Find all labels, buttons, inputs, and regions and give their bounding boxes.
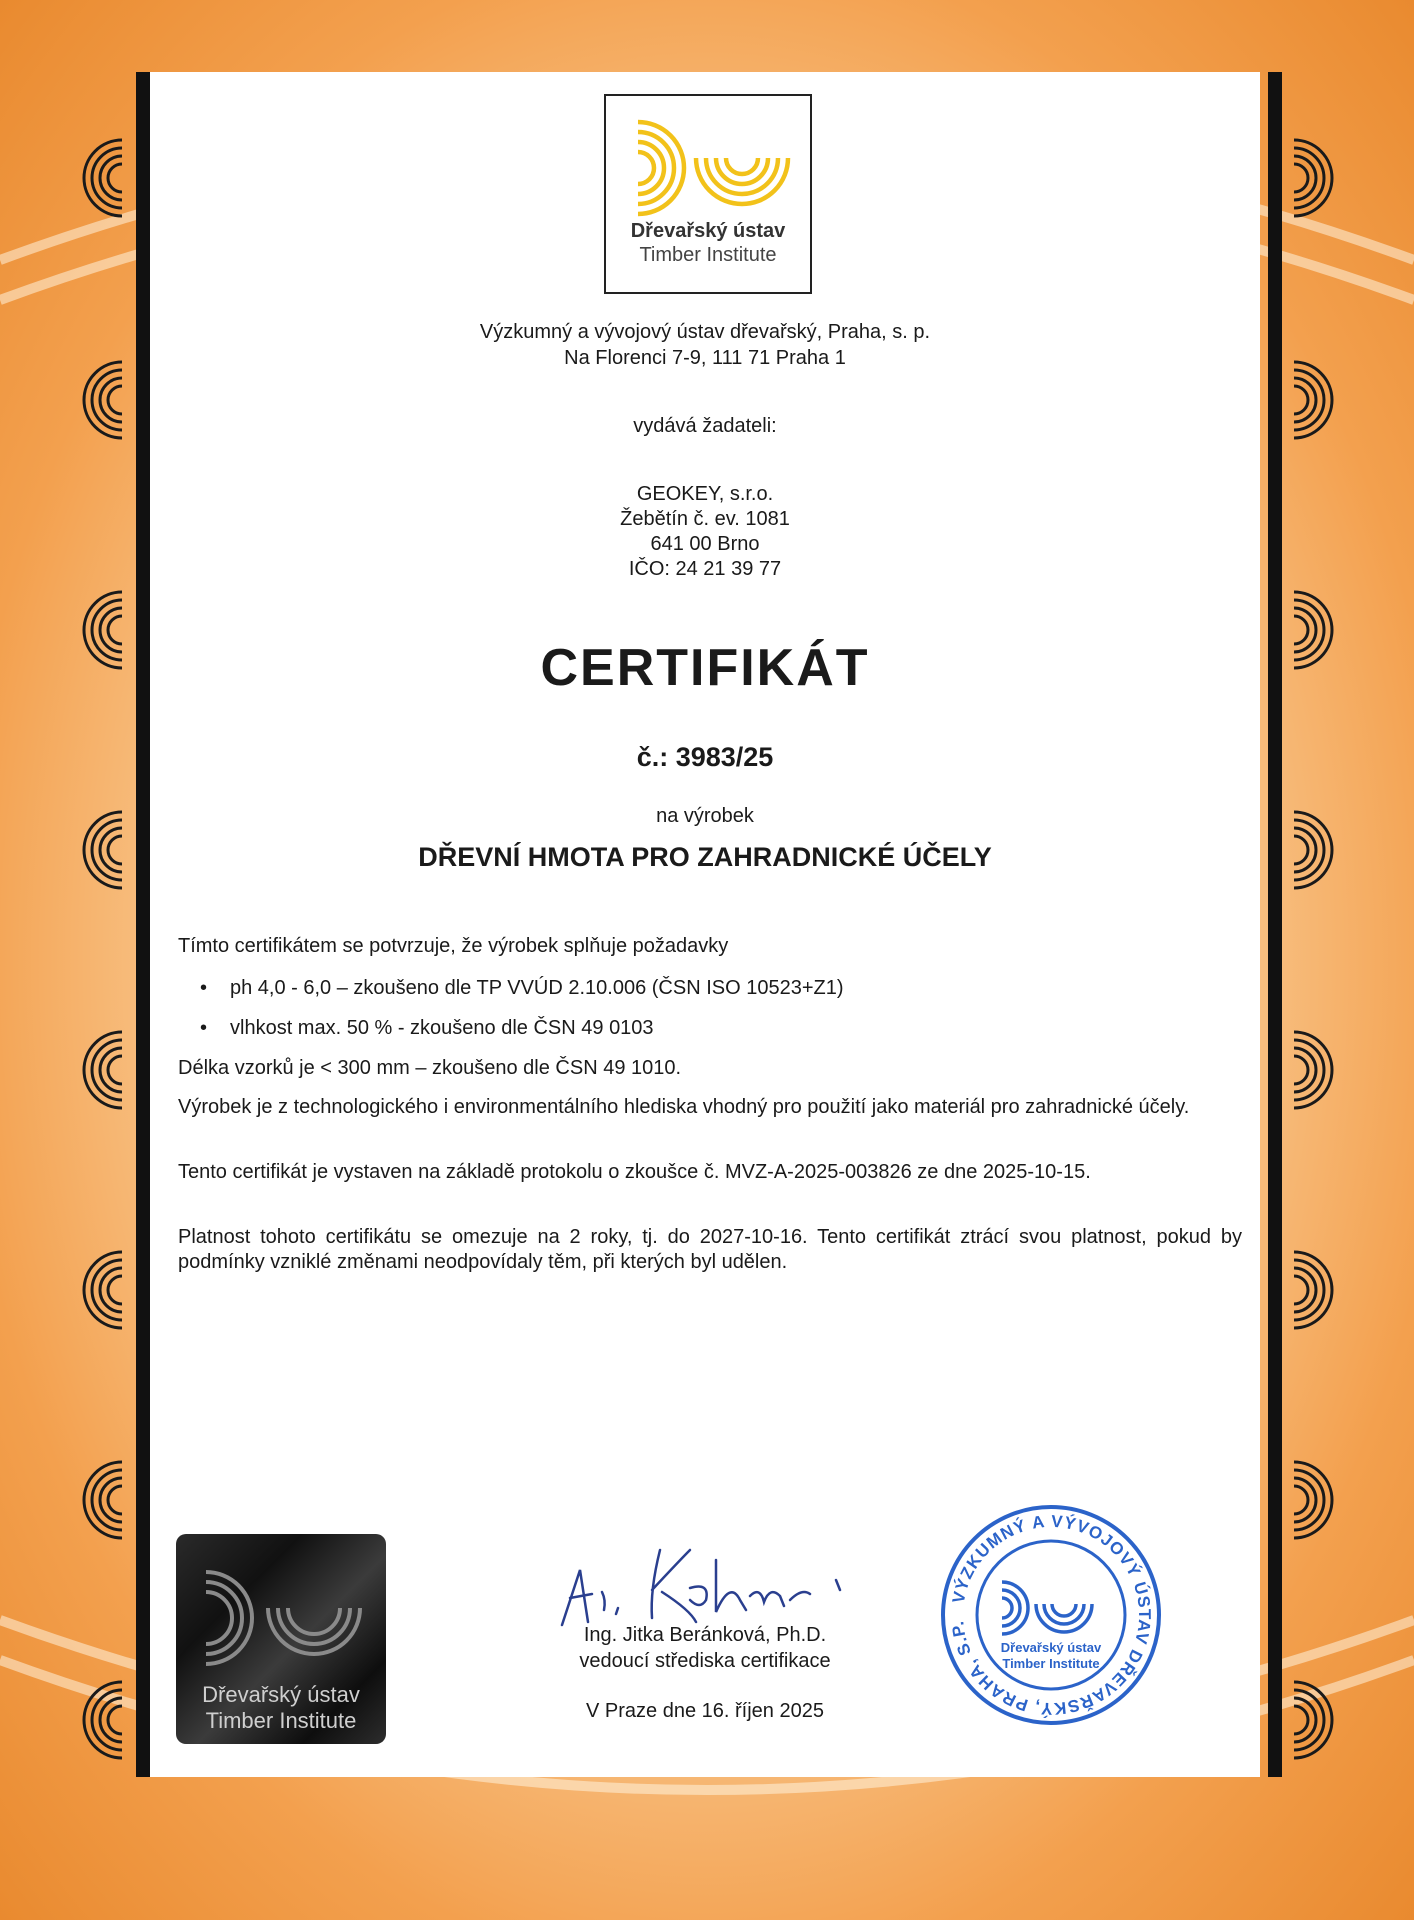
right-microtext-band: [1268, 72, 1282, 1777]
logo-name-cz: Dřevařský ústav: [630, 220, 786, 242]
certificate-number: č.: 3983/25: [636, 742, 774, 772]
issues-to-label: vydává žadateli:: [633, 415, 777, 437]
length-text: Délka vzorků je < 300 mm – zkoušeno dle ČSN 49 1010.: [178, 1057, 682, 1079]
certificate-title: CERTIFIKÁT: [540, 639, 870, 697]
logo-name-en: Timber Institute: [639, 244, 777, 266]
protocol-text: Tento certifikát je vystaven na základě protokolu o zkoušce č. MVZ-A-2025-003826 ze dne 2025-10-15.: [178, 1161, 1091, 1183]
requirement-text: ph 4,0 - 6,0 – zkoušeno dle TP VVÚD 2.10.006 (ČSN ISO 10523+Z1): [230, 977, 844, 999]
applicant-address1: Žebětín č. ev. 1081: [620, 508, 790, 530]
intro-text: Tímto certifikátem se potvrzuje, že výrobek splňuje požadavky: [178, 935, 729, 957]
issuer-line2: Na Florenci 7-9, 111 71 Praha 1: [564, 347, 846, 369]
stamp-name-en: Timber Institute: [1002, 1656, 1100, 1671]
stamp-ring-text: VÝZKUMNÝ A VÝVOJOVÝ ÚSTAV DŘEVAŘSKÝ, PRAHA, S.P.: [948, 1511, 1155, 1719]
hologram-name-cz: Dřevařský ústav: [202, 1682, 360, 1707]
requirement-item: [200, 1016, 654, 1041]
hologram-sticker: [176, 1534, 386, 1744]
svg-text:VÝZKUMNÝ A VÝVOJOVÝ ÚSTAV DŘEV: [948, 1512, 1154, 1718]
stamp-name-cz: Dřevařský ústav: [1000, 1640, 1102, 1655]
applicant-address2: 641 00 Brno: [650, 533, 760, 555]
product-name: DŘEVNÍ HMOTA PRO ZAHRADNICKÉ ÚČELY: [418, 842, 992, 872]
requirement-item: [200, 976, 844, 1001]
left-microtext-band: [136, 72, 150, 1777]
applicant-ico: IČO: 24 21 39 77: [628, 558, 782, 580]
suitability-text: Výrobek je z technologického i environmentálního hlediska vhodný pro použití jako materiál pro zahradnické účely.: [178, 1096, 1190, 1118]
institute-logo: [604, 94, 812, 294]
signatory-role: vedoucí střediska certifikace: [579, 1650, 831, 1672]
requirement-text: vlhkost max. 50 % - zkoušeno dle ČSN 49 0103: [230, 1017, 654, 1039]
validity-text: Platnost tohoto certifikátu se omezuje na 2 roky, tj. do 2027-10-16. Tento certifikát ztrácí svou platnost, pokud by podmínky vzniklé změnami neodpovídaly těm, při kterých byl udělen.: [178, 1226, 1242, 1273]
for-product-label: na výrobek: [656, 805, 754, 827]
applicant-name: GEOKEY, s.r.o.: [636, 483, 774, 505]
signatory-name: Ing. Jitka Beránková, Ph.D.: [583, 1624, 827, 1646]
hologram-logo-icon: [196, 1564, 366, 1674]
issuer-line1: Výzkumný a vývojový ústav dřevařský, Praha, s. p.: [479, 321, 931, 343]
place-and-date: V Praze dne 16. říjen 2025: [586, 1700, 824, 1722]
bullet-icon: •: [200, 977, 208, 999]
hologram-name-en: Timber Institute: [205, 1708, 357, 1733]
official-stamp: [936, 1500, 1166, 1730]
bullet-icon: •: [200, 1017, 208, 1039]
timber-institute-logo-icon: [624, 114, 792, 224]
